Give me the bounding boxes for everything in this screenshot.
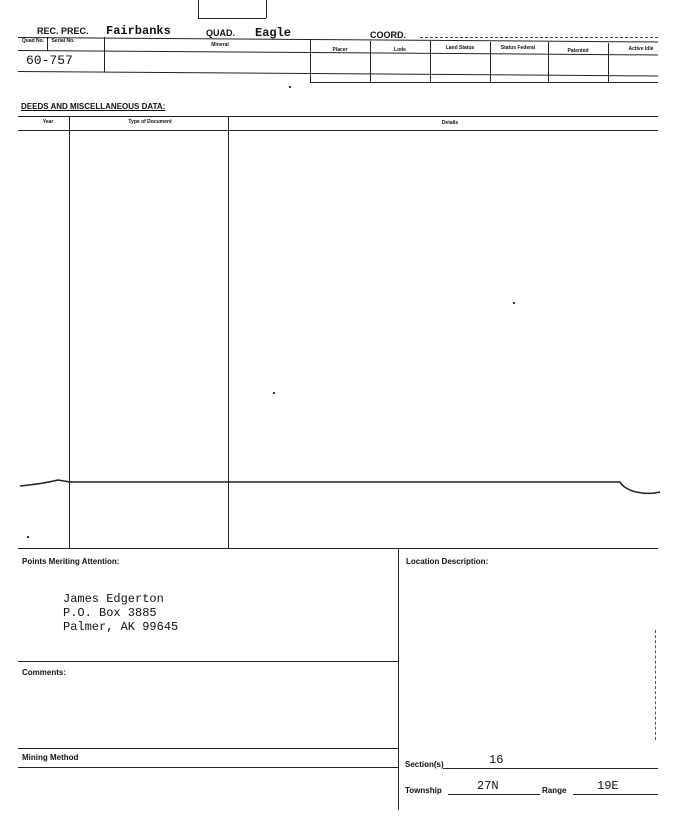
mining-line-bottom	[18, 767, 398, 768]
range-underline	[573, 794, 658, 795]
margin-dash-line	[655, 630, 656, 740]
township-label: Township	[405, 786, 442, 795]
township-underline	[448, 794, 540, 795]
col-type-of-document: Type of Document	[128, 119, 172, 125]
speck-4	[27, 536, 29, 538]
deeds-line-top	[18, 116, 658, 117]
range-value: 19E	[597, 779, 619, 793]
hdr-div-7	[548, 42, 549, 82]
section-label: Section(s)	[405, 760, 444, 769]
hdr-div-5	[430, 41, 431, 82]
col-year: Year	[42, 119, 54, 125]
col-details: Details	[441, 120, 459, 126]
deeds-line-bottom	[18, 548, 658, 549]
address-line-1: James Edgerton	[63, 592, 164, 606]
col-patented: Patented	[567, 48, 589, 54]
rec-prec-value: Fairbanks	[106, 24, 171, 38]
deeds-line-header	[18, 130, 658, 131]
col-active-idle: Active Idle	[628, 46, 654, 52]
mining-line-top	[18, 748, 398, 749]
section-value: 16	[489, 753, 504, 767]
quad-label: QUAD.	[206, 28, 235, 38]
points-label: Points Meriting Attention:	[22, 557, 120, 566]
header-line-lower	[310, 82, 658, 83]
coord-label: COORD.	[370, 30, 406, 40]
comments-line	[18, 661, 398, 662]
section-underline	[443, 768, 658, 769]
col-placer: Placer	[332, 47, 348, 53]
hdr-div-8	[608, 43, 609, 82]
mining-label: Mining Method	[22, 753, 79, 762]
speck-3	[273, 392, 275, 394]
speck-2	[513, 302, 515, 304]
hdr-div-1	[47, 37, 48, 51]
township-value: 27N	[477, 779, 499, 793]
hdr-div-2	[104, 37, 105, 72]
quad-no-value: 60-757	[26, 53, 73, 68]
quad-value: Eagle	[255, 26, 292, 40]
top-tick-left	[198, 0, 199, 18]
hdr-div-3	[310, 40, 311, 82]
col-land-status: Land Status	[445, 45, 475, 51]
speck-1	[289, 86, 291, 88]
rec-prec-label: REC. PREC.	[37, 26, 89, 36]
coord-dashed-line	[420, 37, 658, 38]
header-line-bottom	[18, 71, 658, 76]
address-line-2: P.O. Box 3885	[63, 606, 157, 620]
address-line-3: Palmer, AK 99645	[63, 620, 179, 634]
hdr-div-4	[370, 41, 371, 82]
range-label: Range	[542, 786, 567, 795]
lower-divider	[398, 548, 399, 810]
col-lode: Lode	[394, 47, 406, 53]
col-mineral: Mineral	[211, 42, 229, 48]
deeds-title: DEEDS AND MISCELLANEOUS DATA:	[21, 102, 166, 111]
col-quad-no: Quad No.	[21, 38, 45, 44]
location-label: Location Description:	[406, 557, 489, 566]
comments-label: Comments:	[22, 668, 67, 677]
hdr-div-6	[490, 42, 491, 82]
top-tick-right	[266, 0, 267, 18]
torn-cut-line	[0, 472, 678, 502]
col-status-federal: Status Federal	[500, 45, 536, 51]
top-rule	[198, 18, 266, 19]
col-serial-no: Serial No.	[51, 38, 75, 44]
